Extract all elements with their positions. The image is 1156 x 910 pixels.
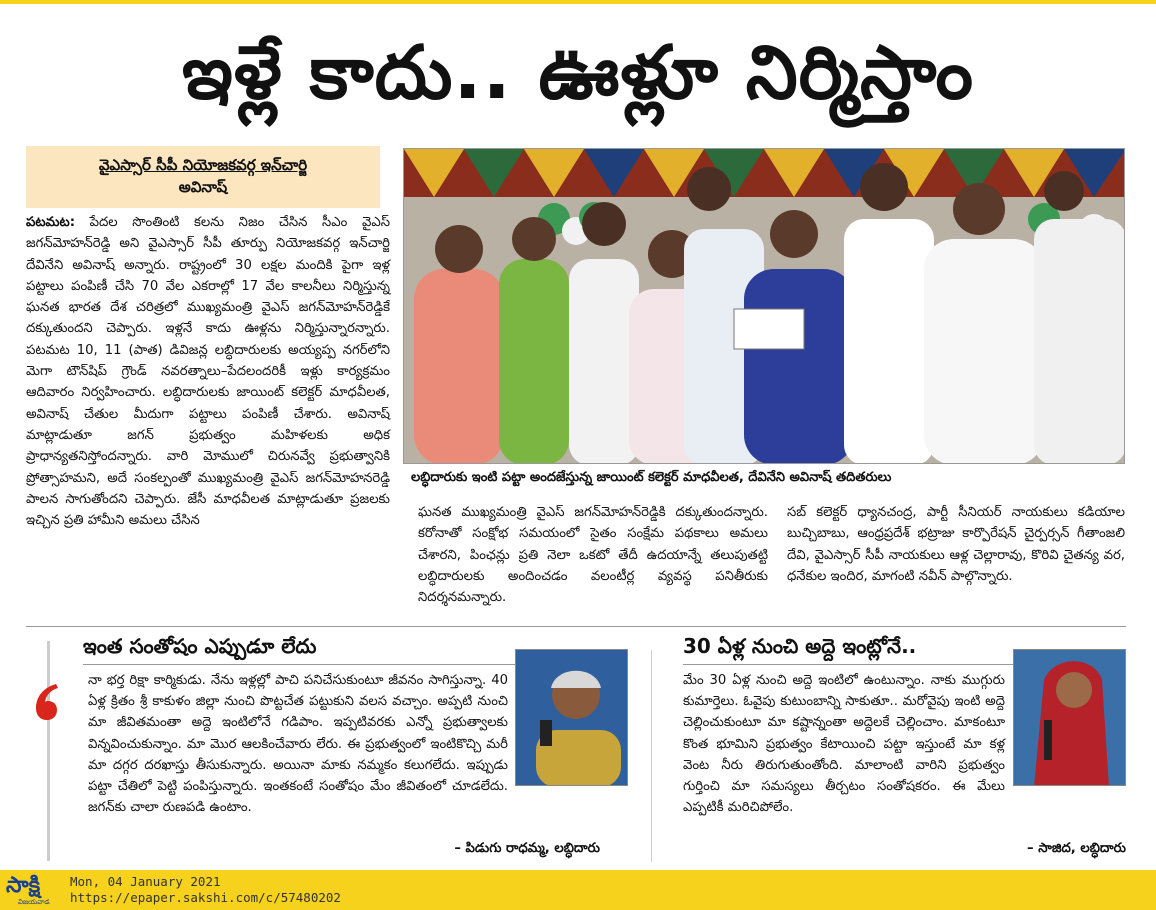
story-left-body <box>88 670 508 818</box>
logo-text: సాక్షి <box>6 873 41 898</box>
article-column-3 <box>787 502 1125 587</box>
kicker-line-1: వైఎస్సార్ సీపీ నియోజకవర్గ ఇన్‌చార్జి <box>98 156 308 174</box>
portrait-sajida <box>1013 649 1126 786</box>
story-right-byline: – సాజిద, లబ్ధిదారు <box>1027 841 1126 856</box>
dateline: పటమట: <box>26 215 75 230</box>
top-accent-bar <box>0 0 1156 4</box>
article-column-2 <box>418 502 768 608</box>
photo-caption: లబ్ధిదారుకు ఇంటి పట్టా అందజేస్తున్న జాయింట్ కలెక్టర్ మాధవీలత, దేవినేని అవినాష్ తదితరులు <box>411 470 892 485</box>
footer-info <box>70 874 341 906</box>
kicker-box <box>26 146 380 208</box>
headline: ఇళ్లే కాదు.. ఊళ్లూ నిర్మిస్తాం <box>182 30 974 116</box>
section-divider <box>26 626 1126 627</box>
story-left-byline: – పిడుగు రాధమ్మ, లబ్ధిదారు <box>454 841 600 856</box>
story-divider <box>651 650 652 862</box>
kicker-line-2: అవినాష్ <box>178 178 228 196</box>
footer-date: Mon, 04 January 2021 <box>70 874 221 889</box>
story-right-title: 30 ఏళ్ల నుంచి అద్దె ఇంట్లోనే.. <box>683 634 917 658</box>
article-text-3: సబ్ కలెక్టర్ ధ్యానచంద్ర, పార్టీ సీనియర్ నాయకులు కడియాల బుచ్చిబాబు, ఆంధ్రప్రదేశ్ భట్రాజు కార్పొరేషన్ చైర్పర్సన్ గీతాంజలి దేవి, వైఎస్సార్ సీపీ నాయకులు ఆళ్ల చెల్లారావు, కొరివి చైతన్య వర, ధనేకుల ఇందిర, మాగంటి నవీన్ పాల్గొన్నారు. <box>787 505 1125 584</box>
story-left-text: నా భర్త రిక్షా కార్మికుడు. నేను ఇళ్లల్లో పాచి పనిచేసుకుంటూ జీవనం సాగిస్తున్నా. 40 ఏళ్ల క్రితం శ్రీ కాకుళం జిల్లా నుంచి పొట్టచేత పట్టుకుని వలస వచ్చాం. అప్పటి నుంచి మా జీవితమంతా అద్దె ఇంటిలోనే గడిపాం. ఇప్పటివరకు ఎన్నో ప్రభుత్వాలకు విన్నవించుకున్నాం. మా మొర ఆలకించేవారు లేరు. ఈ ప్రభుత్వంలో ఇంటికొచ్చి మరీ మా దగ్గర దరఖాస్తు తీసుకున్నారు. అయినా మాకు నమ్మకం కలుగలేదు. ఇప్పుడు పట్టా చేతిలో పెట్టి పంపిస్తున్నారు. ఇంతకంటే సంతోషం మేం జీవితంలో చూడలేదు. జగన్‌కు చాలా రుణపడి ఉంటాం. <box>88 673 508 816</box>
story-right-text: మేం 30 ఏళ్ల నుంచి అద్దె ఇంటిలో ఉంటున్నాం. నాకు ముగ్గురు కుమార్తెలు. ఓవైపు కుటుంబాన్ని సాకుతూ.. మరోవైపు ఇంటి అద్దె చెల్లించుకుంటూ మా కష్టాన్నంతా అద్దెలకే చెల్లించాం. మాకంటూ కొంత భూమిని ప్రభుత్వం కేటాయించి పట్టా ఇస్తుంటే మా కళ్ల వెంట నీరు తిరుగుతుంతోంది. మాలాంటి వారిని ప్రభుత్వం గుర్తించి మా సమస్యలు తీర్చటం సంతోషకరం. ఈ మేలు ఎప్పటికీ మరిచిపోలేం. <box>683 673 1005 816</box>
quote-rule <box>47 641 50 861</box>
sakshi-logo <box>6 874 62 906</box>
story-left-title: ఇంత సంతోషం ఎప్పుడూ లేదు <box>83 634 317 658</box>
quote-mark-icon <box>32 680 66 724</box>
story-right-body <box>683 670 1005 818</box>
footer-url[interactable]: https://epaper.sakshi.com/c/57480202 <box>70 890 341 905</box>
article-text-2: ఘనత ముఖ్యమంత్రి వైఎస్ జగన్‌మోహన్‌రెడ్డికి దక్కుతుందన్నారు. కరోనాతో సంక్షోభ సమయంలో సైతం సంక్షేమ పథకాలు అమలు చేశారని, పింఛన్లు ప్రతి నెలా ఒకటో తేదీ ఉదయాన్నే తలుపుతట్టి లబ్ధిదారులకు అందించడం వలంటీర్ల వ్యవస్థ పనితీరుకు నిదర్శనమన్నారు. <box>418 505 768 606</box>
logo-edition: విజయవాడ <box>18 898 50 906</box>
event-photo <box>403 148 1125 464</box>
article-column-1 <box>26 212 390 531</box>
portrait-radhamma <box>515 649 628 786</box>
article-text-1: పేదల సొంతింటి కలను నిజం చేసిన సీఎం వైఎస్ జగన్‌మోహన్‌రెడ్డి అని వైఎస్సార్ సీపీ తూర్పు నియోజకవర్గ ఇన్‌చార్జి దేవినేని అవినాష్ అన్నారు. రాష్ట్రంలో 30 లక్షల మందికి పైగా ఇళ్ల పట్టాలు పంపిణీ చేసి 70 వేల ఎకరాల్లో 17 వేల కాలనీలు నిర్మిస్తున్న ఘనత భారత దేశ చరిత్రలో ముఖ్యమంత్రి వైఎస్ జగన్‌మోహన్‌రెడ్డికే దక్కుతుందని చెప్పారు. ఇళ్లనే కాదు ఊళ్లను నిర్మిస్తున్నారన్నారు. పటమట 10, 11 (పాత) డివిజన్ల లబ్ధిదారులకు అయ్యప్ప నగర్‌లోని మెగా టౌన్‌షిప్ గ్రౌండ్ నవరత్నాలు–పేదలందరికీ ఇళ్లు కార్యక్రమం ఆదివారం నిర్వహించారు. లబ్ధిదారులకు జాయింట్ కలెక్టర్ మాధవీలత, అవినాష్ చేతుల మీదుగా పట్టాలు పంపిణీ చేశారు. అవినాష్ మాట్లాడుతూ జగన్ ప్రభుత్వం మహిళలకు అధిక ప్రాధాన్యతనిస్తోందన్నారు. వారి మోములో చిరునవ్వే ప్రభుత్వానికి ప్రోత్సాహమని, అదే సంకల్పంతో ముఖ్యమంత్రి వైఎస్ జగన్‌మోహనరెడ్డి పాలన సాగుతోందని చెప్పారు. జేసీ మాధవీలత మాట్లాడుతూ ప్రజలకు ఇచ్చిన ప్రతి హామీని అమలు చేసిన <box>26 215 390 529</box>
